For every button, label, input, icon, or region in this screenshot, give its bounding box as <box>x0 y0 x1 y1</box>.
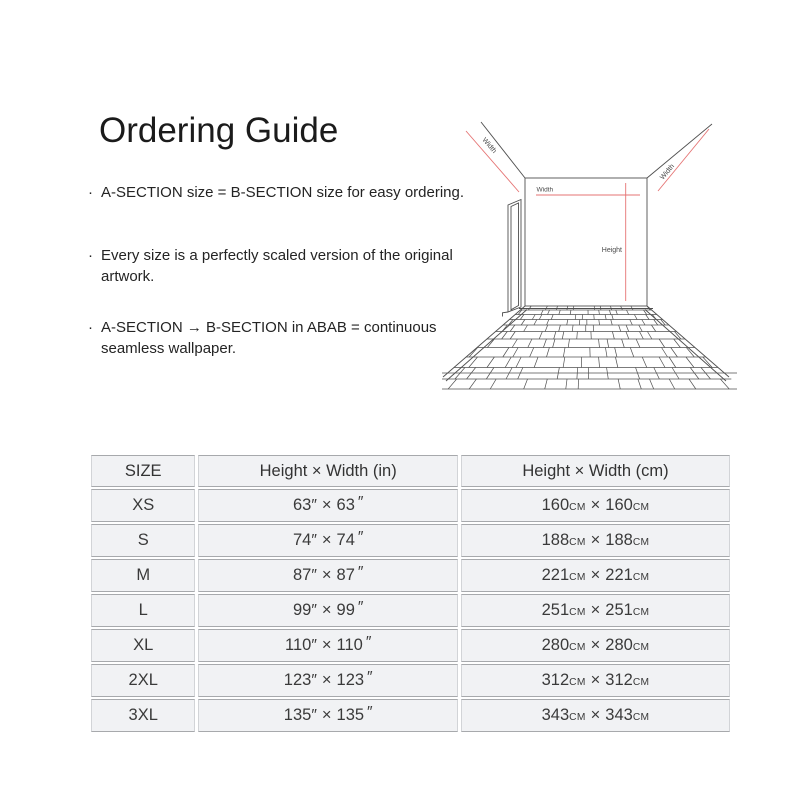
cm-cell: 343CM × 343CM <box>461 699 730 732</box>
room-illustration-svg <box>438 103 740 395</box>
floor-edge-right <box>647 306 729 377</box>
floor-edge-right-inner <box>645 310 726 382</box>
width-label-left: Width <box>480 136 498 155</box>
bullet-marker: · <box>88 184 93 201</box>
header-cm: Height × Width (cm) <box>461 455 730 487</box>
table-row <box>91 664 730 697</box>
door <box>503 200 522 317</box>
table-row <box>91 629 730 662</box>
bullet-item-scaled <box>88 245 466 287</box>
cm-cell: 251CM × 251CM <box>461 594 730 627</box>
inches-cell: 123″ × 123 ″ <box>198 664 458 697</box>
bullet-text: Every size is a perfectly scaled version of the original artwork. <box>101 247 453 285</box>
bullet-marker: · <box>88 247 93 264</box>
cm-cell: 280CM × 280CM <box>461 629 730 662</box>
size-cell: M <box>91 559 195 592</box>
size-cell: 2XL <box>91 664 195 697</box>
size-cell: XL <box>91 629 195 662</box>
table-row <box>91 699 730 732</box>
cm-cell: 188CM × 188CM <box>461 524 730 557</box>
size-cell: L <box>91 594 195 627</box>
width-label-back: Width <box>536 186 554 194</box>
inches-cell: 74″ × 74 ″ <box>198 524 458 557</box>
size-cell: S <box>91 524 195 557</box>
dimension-line-width-left <box>466 131 519 192</box>
cm-cell: 221CM × 221CM <box>461 559 730 592</box>
inches-cell: 110″ × 110 ″ <box>198 629 458 662</box>
table-header-row <box>91 455 730 487</box>
table-row <box>91 559 730 592</box>
room-perspective-illustration <box>438 103 740 395</box>
floor-tile-pattern <box>442 306 737 389</box>
ceiling-edge-left <box>481 122 525 178</box>
size-cell: XS <box>91 489 195 522</box>
width-label-right: Width <box>659 163 677 182</box>
floor-edge-left-inner <box>446 310 527 382</box>
dimension-line-width-right <box>658 129 709 191</box>
inches-cell: 99″ × 99 ″ <box>198 594 458 627</box>
header-size: SIZE <box>91 455 195 487</box>
bullet-item-ordering <box>88 182 473 203</box>
inches-cell: 87″ × 87 ″ <box>198 559 458 592</box>
ceiling-edge-right <box>647 124 712 178</box>
floor-edge-left <box>443 306 525 377</box>
table-row <box>91 524 730 557</box>
inches-cell: 63″ × 63 ″ <box>198 489 458 522</box>
inches-cell: 135″ × 135 ″ <box>198 699 458 732</box>
dimension-lines <box>466 129 709 301</box>
cm-cell: 312CM × 312CM <box>461 664 730 697</box>
cm-cell: 160CM × 160CM <box>461 489 730 522</box>
height-label: Height <box>601 247 622 254</box>
size-table <box>88 453 733 734</box>
bullet-text: A-SECTION size = B-SECTION size for easy ordering. <box>101 184 465 201</box>
bullet-marker: · <box>88 319 93 336</box>
bullet-text: A-SECTION → B-SECTION in ABAB = continuous seamless wallpaper. <box>101 319 437 357</box>
page-title: Ordering Guide <box>99 111 339 151</box>
room-lines <box>442 122 737 389</box>
table-row <box>91 489 730 522</box>
table-row <box>91 594 730 627</box>
back-wall <box>525 178 647 306</box>
size-cell: 3XL <box>91 699 195 732</box>
header-inches: Height × Width (in) <box>198 455 458 487</box>
bullet-item-seamless <box>88 317 440 359</box>
